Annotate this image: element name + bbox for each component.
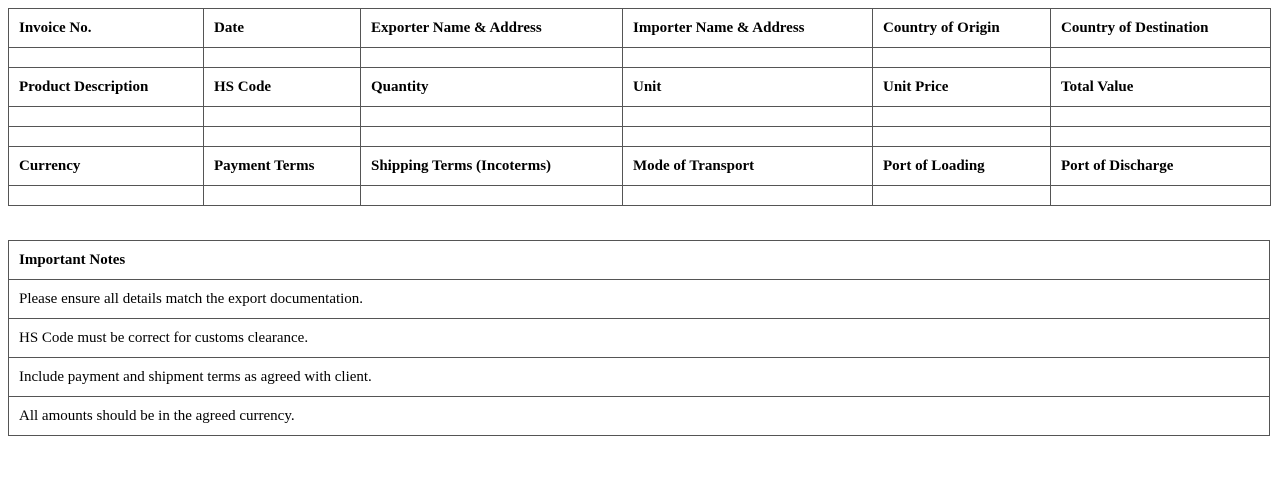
field-value-cell[interactable]	[9, 127, 204, 147]
field-value-cell[interactable]	[1051, 48, 1271, 68]
field-value-cell[interactable]	[361, 107, 623, 127]
field-label: Country of Origin	[873, 9, 1051, 48]
field-value-cell[interactable]	[204, 107, 361, 127]
field-value-cell[interactable]	[623, 107, 873, 127]
important-notes-table	[8, 240, 1270, 436]
invoice-details-table	[8, 8, 1271, 206]
field-label: Exporter Name & Address	[361, 9, 623, 48]
field-label: Country of Destination	[1051, 9, 1271, 48]
field-value-cell[interactable]	[873, 186, 1051, 206]
field-value-cell[interactable]	[873, 127, 1051, 147]
field-value-cell[interactable]	[204, 186, 361, 206]
field-label: Importer Name & Address	[623, 9, 873, 48]
table-header-row	[9, 68, 1271, 107]
table-input-row	[9, 127, 1271, 147]
table-input-row	[9, 48, 1271, 68]
table-input-row	[9, 107, 1271, 127]
field-label: Shipping Terms (Incoterms)	[361, 147, 623, 186]
field-value-cell[interactable]	[361, 48, 623, 68]
notes-title: Important Notes	[9, 241, 1270, 280]
field-value-cell[interactable]	[9, 107, 204, 127]
notes-row	[9, 397, 1270, 436]
note-item: HS Code must be correct for customs clearance.	[9, 319, 1270, 358]
field-label: Unit	[623, 68, 873, 107]
field-value-cell[interactable]	[623, 48, 873, 68]
table-input-row	[9, 186, 1271, 206]
note-item: Please ensure all details match the export documentation.	[9, 280, 1270, 319]
notes-row	[9, 358, 1270, 397]
field-value-cell[interactable]	[873, 48, 1051, 68]
field-label: Port of Loading	[873, 147, 1051, 186]
field-value-cell[interactable]	[1051, 107, 1271, 127]
field-value-cell[interactable]	[9, 186, 204, 206]
field-label: Payment Terms	[204, 147, 361, 186]
notes-title-row	[9, 241, 1270, 280]
notes-row	[9, 280, 1270, 319]
table-header-row	[9, 9, 1271, 48]
field-label: HS Code	[204, 68, 361, 107]
field-value-cell[interactable]	[873, 107, 1051, 127]
table-header-row	[9, 147, 1271, 186]
notes-row	[9, 319, 1270, 358]
field-label: Port of Discharge	[1051, 147, 1271, 186]
field-label: Invoice No.	[9, 9, 204, 48]
field-value-cell[interactable]	[204, 127, 361, 147]
field-value-cell[interactable]	[204, 48, 361, 68]
field-value-cell[interactable]	[623, 127, 873, 147]
note-item: Include payment and shipment terms as agreed with client.	[9, 358, 1270, 397]
field-value-cell[interactable]	[9, 48, 204, 68]
field-label: Total Value	[1051, 68, 1271, 107]
field-label: Date	[204, 9, 361, 48]
field-value-cell[interactable]	[1051, 127, 1271, 147]
field-value-cell[interactable]	[1051, 186, 1271, 206]
field-value-cell[interactable]	[623, 186, 873, 206]
field-label: Quantity	[361, 68, 623, 107]
field-label: Product Description	[9, 68, 204, 107]
field-value-cell[interactable]	[361, 186, 623, 206]
field-label: Currency	[9, 147, 204, 186]
note-item: All amounts should be in the agreed currency.	[9, 397, 1270, 436]
field-label: Mode of Transport	[623, 147, 873, 186]
field-label: Unit Price	[873, 68, 1051, 107]
invoice-table-body	[9, 9, 1271, 206]
field-value-cell[interactable]	[361, 127, 623, 147]
